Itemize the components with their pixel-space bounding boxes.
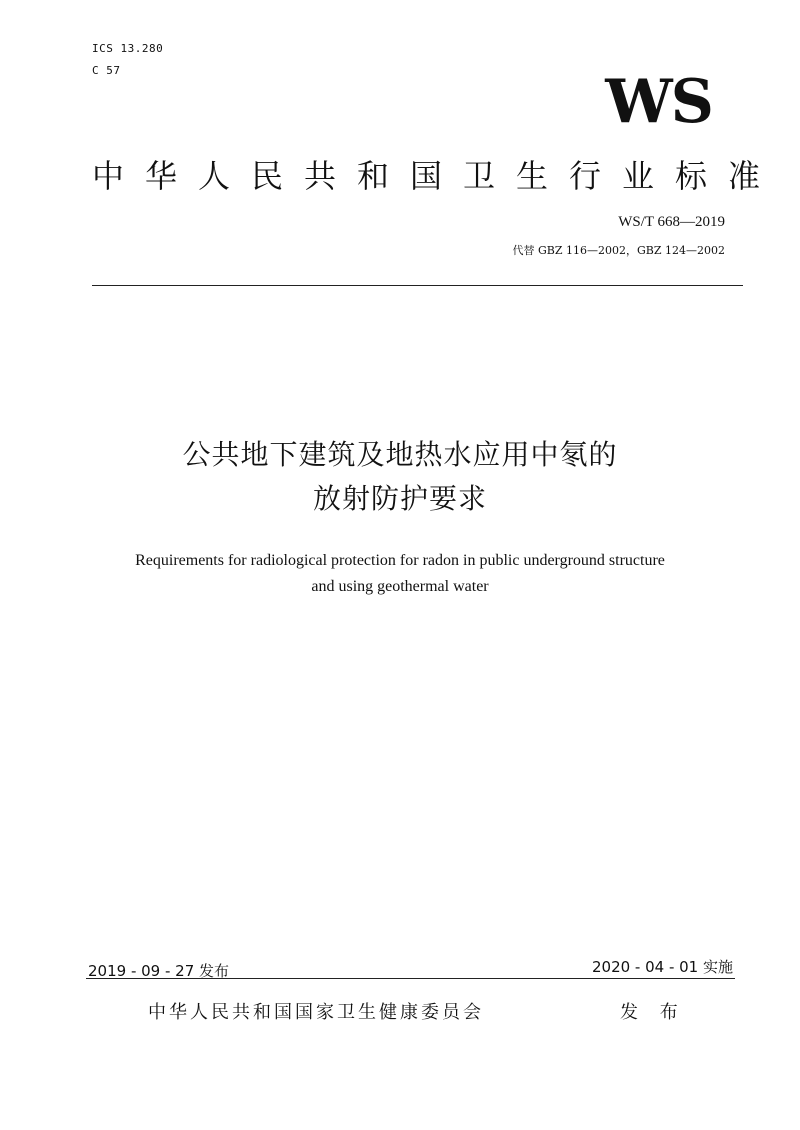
document-title-en-line1: Requirements for radiological protection for radon in public underground structure <box>135 552 665 569</box>
document-title-en-line2: and using geothermal water <box>311 578 489 595</box>
standard-category-heading: 中华人民共和国卫生行业标准 <box>92 157 782 195</box>
publish-label: 发 布 <box>620 1002 686 1023</box>
document-title-cn-line1: 公共地下建筑及地热水应用中氡的 <box>182 438 618 471</box>
implementation-date: 2020 - 04 - 01 实施 <box>591 958 733 976</box>
footer-divider <box>86 978 735 979</box>
ws-logo: WS <box>605 67 712 137</box>
ics-code: ICS 13.280 <box>92 42 164 55</box>
ccs-code: C 57 <box>92 64 121 77</box>
header-divider <box>92 285 743 286</box>
issue-date: 2019 - 09 - 27 发布 <box>88 962 230 980</box>
replaces-note: 代替 GBZ 116—2002，GBZ 124—2002 <box>512 244 725 257</box>
publisher-name: 中华人民共和国国家卫生健康委员会 <box>148 1002 484 1023</box>
document-title-cn-line2: 放射防护要求 <box>312 482 487 515</box>
standard-number: WS/T 668—2019 <box>618 214 725 230</box>
